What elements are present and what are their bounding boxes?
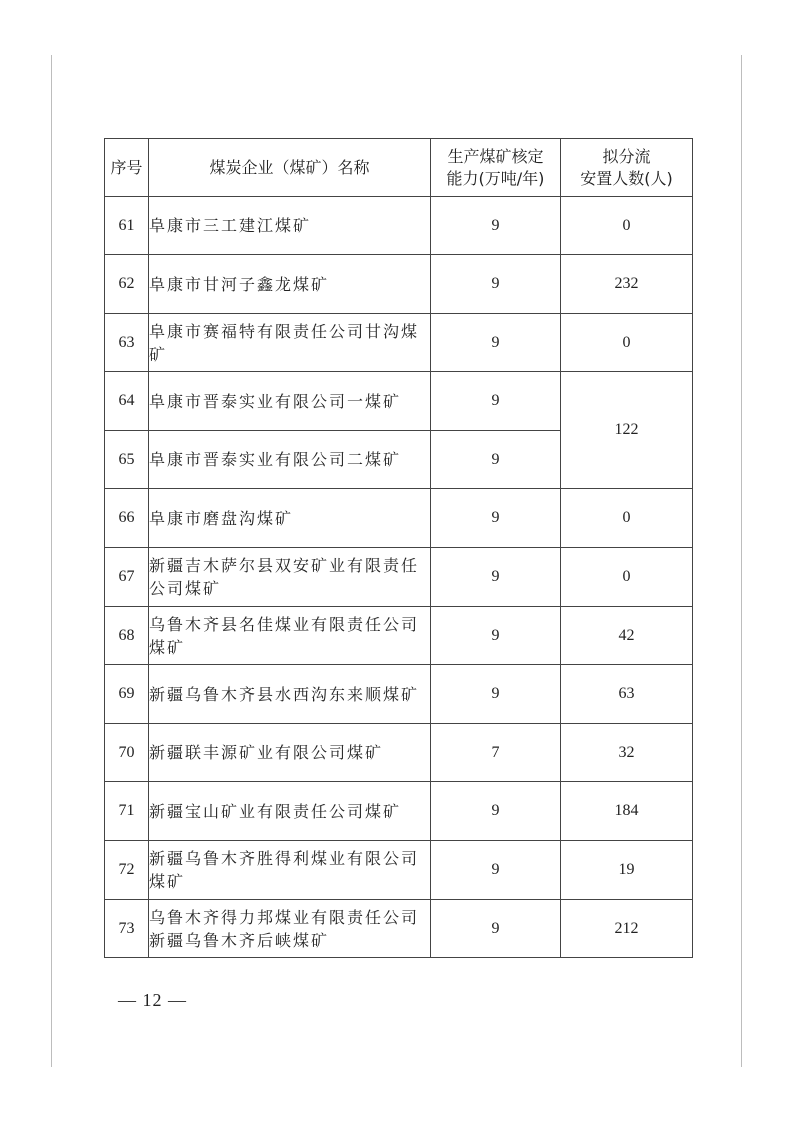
row-seq: 71 (105, 782, 149, 841)
right-margin-line (741, 55, 742, 1067)
row-personnel: 0 (561, 548, 693, 607)
row-name: 阜康市甘河子鑫龙煤矿 (149, 255, 431, 314)
table-row (105, 372, 693, 431)
row-capacity: 9 (431, 782, 561, 841)
row-personnel: 184 (561, 782, 693, 841)
row-seq: 61 (105, 197, 149, 255)
row-capacity: 7 (431, 724, 561, 782)
row-seq: 72 (105, 841, 149, 900)
header-capacity-line2: 能力(万吨/年) (446, 168, 545, 188)
row-name: 阜康市晋泰实业有限公司二煤矿 (149, 431, 431, 489)
row-seq: 63 (105, 314, 149, 372)
row-seq: 62 (105, 255, 149, 314)
row-seq: 67 (105, 548, 149, 607)
row-name: 乌鲁木齐县名佳煤业有限责任公司煤矿 (149, 607, 431, 665)
row-seq: 70 (105, 724, 149, 782)
row-seq: 69 (105, 665, 149, 724)
table-row (105, 489, 693, 548)
row-name: 新疆乌鲁木齐县水西沟东来顺煤矿 (149, 665, 431, 724)
header-capacity (431, 139, 561, 197)
header-capacity-line1: 生产煤矿核定 (447, 146, 544, 166)
row-capacity: 9 (431, 314, 561, 372)
coal-mine-table (104, 138, 693, 958)
table-row (105, 724, 693, 782)
row-capacity: 9 (431, 431, 561, 489)
row-personnel: 63 (561, 665, 693, 724)
row-name: 新疆联丰源矿业有限公司煤矿 (149, 724, 431, 782)
row-seq: 66 (105, 489, 149, 548)
header-personnel-line1: 拟分流 (602, 146, 651, 166)
row-name: 新疆宝山矿业有限责任公司煤矿 (149, 782, 431, 841)
page-number: — 12 — (118, 990, 187, 1010)
row-name: 阜康市磨盘沟煤矿 (149, 489, 431, 548)
table-row (105, 900, 693, 958)
left-margin-line (51, 55, 52, 1067)
table-header-row (105, 139, 693, 197)
table-row (105, 255, 693, 314)
row-capacity: 9 (431, 197, 561, 255)
row-capacity: 9 (431, 607, 561, 665)
row-personnel: 212 (561, 900, 693, 958)
row-capacity: 9 (431, 255, 561, 314)
header-personnel (561, 139, 693, 197)
row-name: 阜康市赛福特有限责任公司甘沟煤矿 (149, 314, 431, 372)
row-personnel: 19 (561, 841, 693, 900)
row-personnel: 42 (561, 607, 693, 665)
header-seq: 序号 (105, 139, 149, 197)
row-capacity: 9 (431, 900, 561, 958)
row-personnel: 0 (561, 314, 693, 372)
row-name: 新疆乌鲁木齐胜得利煤业有限公司煤矿 (149, 841, 431, 900)
row-name: 阜康市三工建江煤矿 (149, 197, 431, 255)
row-name: 乌鲁木齐得力邦煤业有限责任公司新疆乌鲁木齐后峡煤矿 (149, 900, 431, 958)
row-capacity: 9 (431, 841, 561, 900)
table-row (105, 607, 693, 665)
row-personnel: 0 (561, 489, 693, 548)
row-seq: 73 (105, 900, 149, 958)
table-row (105, 782, 693, 841)
row-capacity: 9 (431, 665, 561, 724)
table-row (105, 665, 693, 724)
row-seq: 64 (105, 372, 149, 431)
row-personnel-merged: 122 (561, 372, 693, 489)
row-capacity: 9 (431, 489, 561, 548)
table-row (105, 314, 693, 372)
row-personnel: 32 (561, 724, 693, 782)
row-personnel: 232 (561, 255, 693, 314)
row-seq: 68 (105, 607, 149, 665)
header-personnel-line2: 安置人数(人) (580, 168, 673, 188)
table-row (105, 548, 693, 607)
row-capacity: 9 (431, 548, 561, 607)
row-seq: 65 (105, 431, 149, 489)
table-row (105, 841, 693, 900)
table-row (105, 197, 693, 255)
row-capacity: 9 (431, 372, 561, 431)
header-name: 煤炭企业（煤矿）名称 (149, 139, 431, 197)
row-name: 新疆吉木萨尔县双安矿业有限责任公司煤矿 (149, 548, 431, 607)
row-personnel: 0 (561, 197, 693, 255)
row-name: 阜康市晋泰实业有限公司一煤矿 (149, 372, 431, 431)
